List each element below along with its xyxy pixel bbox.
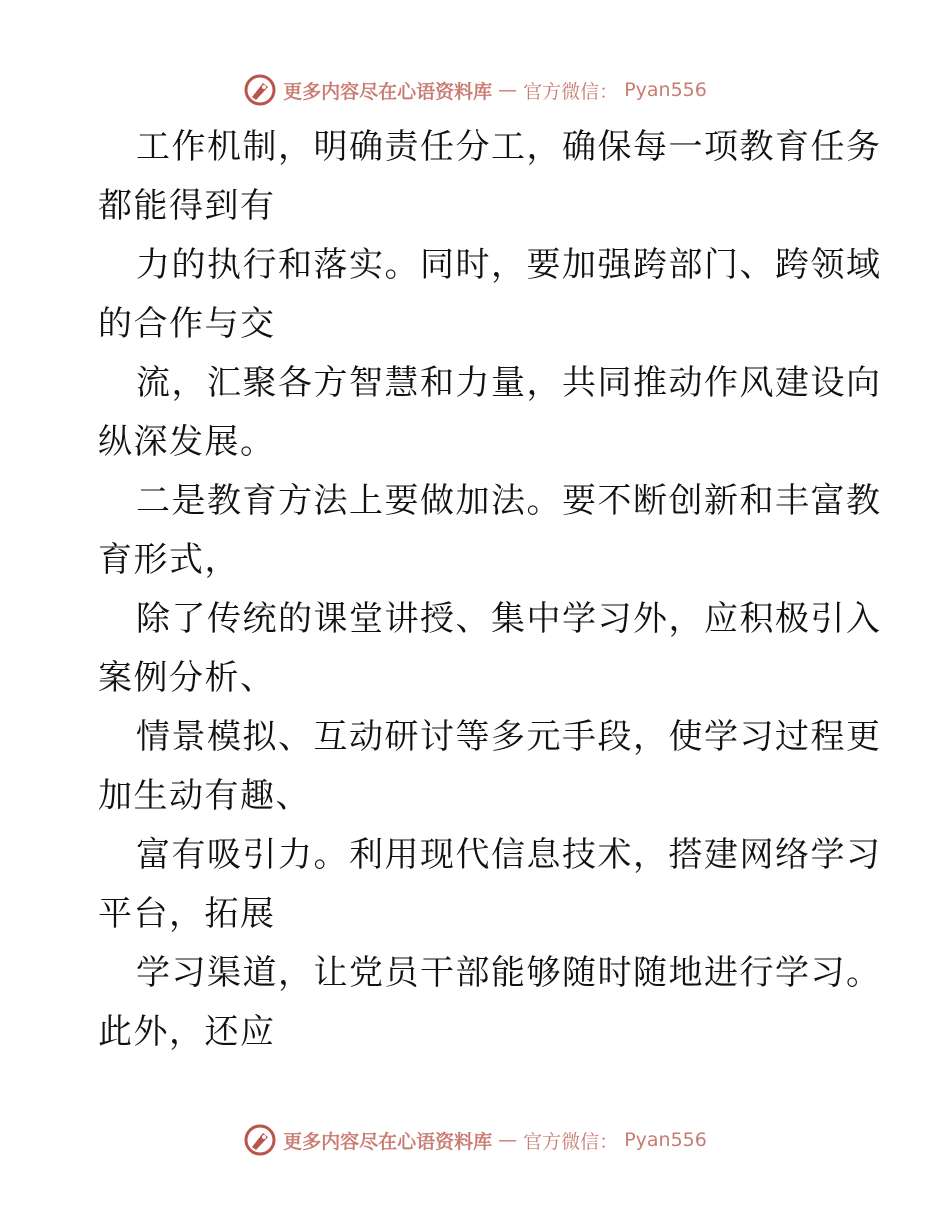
body-line: 纵深发展。 <box>98 422 276 462</box>
body-line: 流，汇聚各方智慧和力量，共同推动作风建设向 <box>136 363 882 403</box>
body-line: 富有吸引力。利用现代信息技术，搭建网络学习 <box>136 835 882 875</box>
footer-account: Pyan556 <box>624 1129 707 1151</box>
document-body <box>98 118 882 1062</box>
header-brand-text: 更多内容尽在心语资料库 <box>283 80 493 103</box>
footer-brand-text: 更多内容尽在心语资料库 <box>283 1130 493 1153</box>
footer-banner <box>0 1122 950 1158</box>
body-line: 加生动有趣、 <box>98 776 311 816</box>
header-account: Pyan556 <box>624 79 707 101</box>
footer-dash: — <box>498 1129 518 1151</box>
body-line: 育形式， <box>98 540 240 580</box>
body-line: 工作机制，明确责任分工，确保每一项教育任务 <box>136 127 882 167</box>
body-line: 情景模拟、互动研讨等多元手段，使学习过程更 <box>136 717 882 757</box>
body-line: 除了传统的课堂讲授、集中学习外，应积极引入 <box>136 599 882 639</box>
header-suffix: 官方微信： <box>523 80 619 103</box>
body-line: 案例分析、 <box>98 658 276 698</box>
header-dash: — <box>498 79 518 101</box>
body-line: 平台，拓展 <box>98 894 276 934</box>
header-banner <box>0 72 950 108</box>
body-line: 此外，还应 <box>98 1012 276 1052</box>
body-line: 力的执行和落实。同时，要加强跨部门、跨领域 <box>136 245 882 285</box>
pen-nib-logo-icon <box>243 73 277 107</box>
footer-suffix: 官方微信： <box>523 1130 619 1153</box>
body-line: 的合作与交 <box>98 304 276 344</box>
body-line: 二是教育方法上要做加法。要不断创新和丰富教 <box>136 481 882 521</box>
pen-nib-logo-icon <box>243 1123 277 1157</box>
body-line: 都能得到有 <box>98 186 276 226</box>
body-line: 学习渠道，让党员干部能够随时随地进行学习。 <box>136 953 882 993</box>
